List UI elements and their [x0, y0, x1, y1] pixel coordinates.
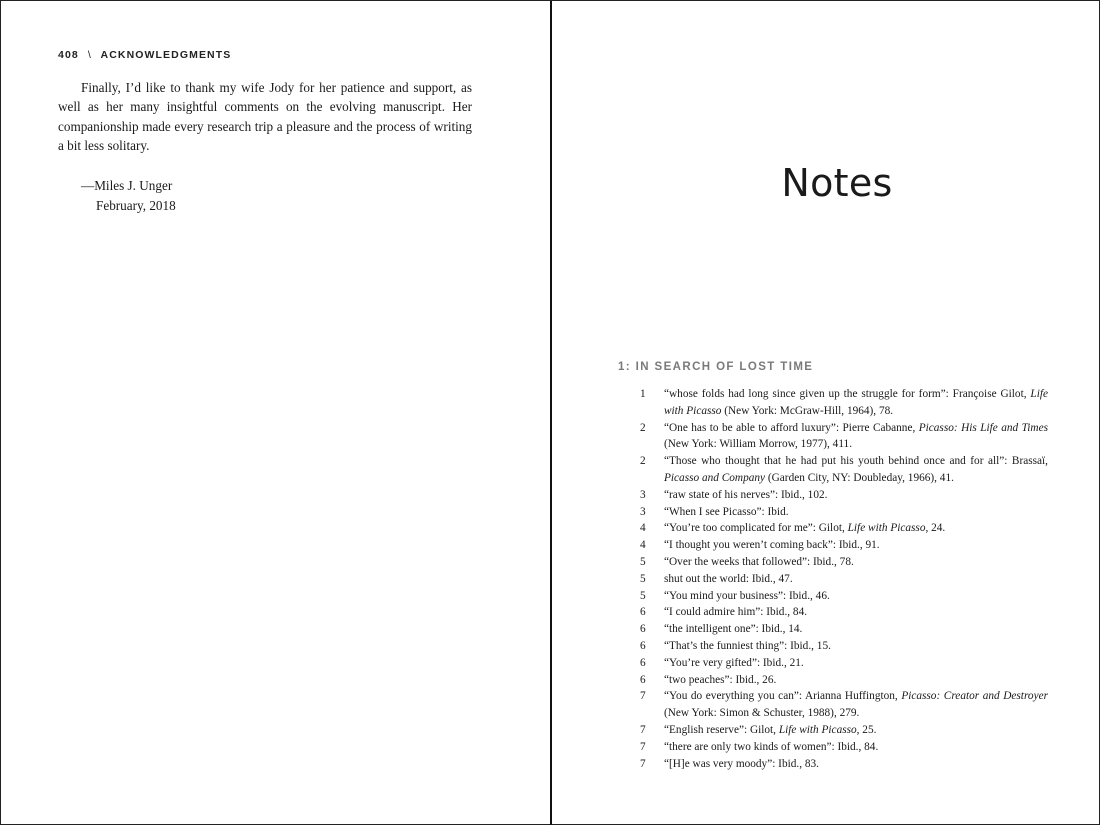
note-page-number: 1 [640, 388, 646, 400]
note-text [664, 739, 1048, 756]
note-text-title: Life with Picasso [847, 522, 926, 535]
note-entry [618, 571, 1048, 588]
note-entry [618, 487, 1048, 504]
note-entry [618, 588, 1048, 605]
note-entry [618, 722, 1048, 739]
note-page-number: 2 [640, 455, 646, 468]
note-text [664, 487, 1048, 504]
note-page-number: 6 [640, 639, 646, 652]
note-entry [618, 604, 1048, 621]
note-text-title: Picasso and Company [664, 471, 766, 484]
note-text-quote: “the intelligent one”: Ibid., 14. [664, 623, 803, 636]
note-text-title: Life with Picasso [664, 388, 1048, 417]
running-head-title: ACKNOWLEDGMENTS [100, 49, 232, 61]
note-text-quote: “I thought you weren’t coming back”: Ibid., 91. [664, 539, 880, 552]
note-entry [618, 504, 1048, 521]
note-text-citation: (New York: William Morrow, 1977), 411. [664, 438, 853, 451]
note-text-quote: “That’s the funniest thing”: Ibid., 15. [664, 639, 831, 652]
note-text [664, 504, 1048, 521]
note-text [664, 554, 1048, 571]
note-text [664, 571, 1048, 588]
note-text [664, 655, 1048, 672]
note-page-number: 7 [640, 740, 646, 753]
right-page-notes [552, 1, 1100, 825]
note-page-number: 5 [640, 589, 646, 602]
note-entry [618, 688, 1048, 722]
note-text-quote: “I could admire him”: Ibid., 84. [664, 606, 808, 619]
note-text-title: Picasso: Creator and Destroyer [901, 690, 1048, 703]
note-text [664, 588, 1048, 605]
note-text-citation: (New York: Simon & Schuster, 1988), 279. [664, 707, 860, 720]
note-page-number: 4 [640, 522, 646, 535]
note-text-quote: “When I see Picasso”: Ibid. [664, 505, 789, 518]
note-text-quote: “whose folds had long since given up the struggle for form”: Françoise Gilot, [664, 388, 1031, 400]
page-number: 408 [58, 49, 79, 61]
note-text-quote: “One has to be able to afford luxury”: Pierre Cabanne, [664, 421, 919, 434]
notes-list [618, 386, 1048, 772]
signature-date: February, 2018 [96, 197, 176, 213]
note-page-number: 6 [640, 623, 646, 636]
note-text [664, 520, 1048, 537]
note-text [664, 722, 1048, 739]
note-entry [618, 739, 1048, 756]
note-entry [618, 638, 1048, 655]
note-text-title: Life with Picasso [778, 723, 857, 736]
note-text-quote: “raw state of his nerves”: Ibid., 102. [664, 488, 828, 501]
note-text-quote: “[H]e was very moody”: Ibid., 83. [664, 757, 819, 770]
note-page-number: 2 [640, 421, 646, 434]
note-entry [618, 621, 1048, 638]
note-text-title: Picasso: His Life and Times [918, 421, 1048, 434]
note-entry [618, 554, 1048, 571]
note-text [664, 537, 1048, 554]
note-page-number: 6 [640, 606, 646, 619]
note-text [664, 621, 1048, 638]
signature-block [81, 176, 176, 215]
section-heading: 1: IN SEARCH OF LOST TIME [618, 361, 814, 373]
note-text [664, 672, 1048, 689]
acknowledgment-paragraph: Finally, I’d like to thank my wife Jody for her patience and support, as well as her many insightful comments on the evolving manuscript. Her companionship made every research trip a pleasure and the process of writing a bit less solitary. [58, 80, 472, 153]
note-text-quote: “Those who thought that he had put his youth behind once and for all”: Brassaï, [664, 455, 1048, 468]
note-text-quote: “Over the weeks that followed”: Ibid., 78. [664, 555, 854, 568]
note-text-quote: “English reserve”: Gilot, [664, 723, 779, 736]
note-text-citation: (New York: McGraw-Hill, 1964), 78. [721, 404, 894, 417]
note-page-number: 7 [640, 690, 646, 703]
note-page-number: 5 [640, 572, 646, 585]
note-page-number: 7 [640, 757, 646, 770]
note-text-quote: “You’re too complicated for me”: Gilot, [664, 522, 848, 535]
note-text [664, 386, 1048, 420]
left-page-acknowledgments [1, 1, 550, 825]
note-entry [618, 453, 1048, 487]
note-page-number: 5 [640, 555, 646, 568]
note-entry [618, 386, 1048, 420]
note-entry [618, 520, 1048, 537]
note-text-citation: , 25. [856, 723, 877, 736]
note-text-quote: “You do everything you can”: Arianna Huffington, [664, 690, 902, 703]
note-text-quote: “two peaches”: Ibid., 26. [664, 673, 777, 686]
note-text [664, 604, 1048, 621]
note-page-number: 6 [640, 656, 646, 669]
note-entry [618, 655, 1048, 672]
running-head [58, 49, 231, 61]
note-text-quote: shut out the world: Ibid., 47. [664, 572, 793, 585]
note-entry [618, 672, 1048, 689]
note-text [664, 453, 1048, 487]
note-text-citation: (Garden City, NY: Doubleday, 1966), 41. [765, 471, 954, 484]
note-text [664, 756, 1048, 773]
note-page-number: 7 [640, 723, 646, 736]
note-text-citation: , 24. [925, 522, 946, 535]
note-entry [618, 537, 1048, 554]
note-text [664, 638, 1048, 655]
note-page-number: 4 [640, 539, 646, 552]
running-head-separator: \ [87, 49, 92, 61]
signature-name: —Miles J. Unger [81, 178, 173, 193]
note-text [664, 420, 1048, 454]
note-page-number: 3 [640, 505, 646, 518]
note-entry [618, 756, 1048, 773]
note-page-number: 6 [640, 673, 646, 686]
page-title: Notes [781, 161, 893, 205]
note-page-number: 3 [640, 488, 646, 501]
note-text-quote: “there are only two kinds of women”: Ibid., 84. [664, 740, 879, 753]
note-entry [618, 420, 1048, 454]
note-text-quote: “You mind your business”: Ibid., 46. [664, 589, 830, 602]
note-text [664, 688, 1048, 722]
note-text-quote: “You’re very gifted”: Ibid., 21. [664, 656, 804, 669]
